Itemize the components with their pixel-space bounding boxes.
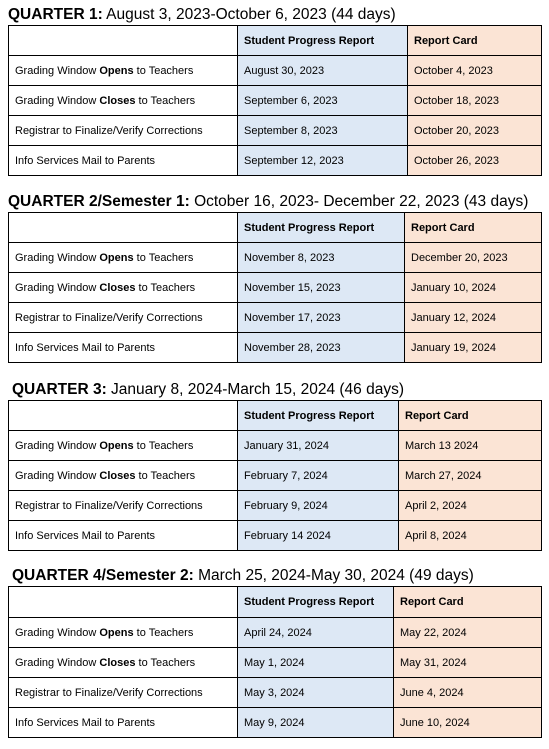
progress-date: November 28, 2023 [238, 333, 405, 363]
report-date: October 26, 2023 [408, 146, 542, 176]
table-row [9, 678, 542, 708]
header-progress-report: Student Progress Report [238, 213, 405, 243]
progress-date: April 24, 2024 [238, 618, 394, 648]
quarter-2-section [8, 192, 542, 363]
table-row [9, 56, 542, 86]
quarter-title-bold: QUARTER 4/Semester 2: [12, 567, 194, 584]
row-label: Registrar to Finalize/Verify Corrections [9, 116, 238, 146]
row-label: Registrar to Finalize/Verify Corrections [9, 491, 238, 521]
report-date: January 12, 2024 [405, 303, 542, 333]
schedule-table [8, 400, 542, 551]
quarter-title-dates: March 25, 2024-May 30, 2024 (49 days) [193, 567, 474, 584]
header-progress-report: Student Progress Report [238, 587, 394, 618]
header-report-card: Report Card [394, 587, 542, 618]
report-date: April 2, 2024 [399, 491, 542, 521]
row-label: Grading Window Opens to Teachers [9, 618, 238, 648]
report-date: January 10, 2024 [405, 273, 542, 303]
row-label: Grading Window Closes to Teachers [9, 273, 238, 303]
table-row [9, 521, 542, 551]
report-date: October 20, 2023 [408, 116, 542, 146]
quarter-title [8, 380, 542, 400]
table-row [9, 116, 542, 146]
report-date: March 13 2024 [399, 431, 542, 461]
report-date: October 18, 2023 [408, 86, 542, 116]
header-progress-report: Student Progress Report [238, 26, 408, 56]
report-date: April 8, 2024 [399, 521, 542, 551]
report-date: May 31, 2024 [394, 648, 542, 678]
row-label: Info Services Mail to Parents [9, 521, 238, 551]
header-progress-report: Student Progress Report [238, 401, 399, 431]
table-row [9, 333, 542, 363]
header-blank-cell [9, 401, 238, 431]
row-label: Grading Window Opens to Teachers [9, 243, 238, 273]
table-row [9, 461, 542, 491]
quarter-3-section [8, 380, 542, 551]
header-blank-cell [9, 587, 238, 618]
row-label: Registrar to Finalize/Verify Corrections [9, 678, 238, 708]
quarter-title-bold: QUARTER 3: [12, 381, 107, 398]
progress-date: August 30, 2023 [238, 56, 408, 86]
quarter-1-section [8, 5, 542, 176]
row-label: Info Services Mail to Parents [9, 146, 238, 176]
row-label: Grading Window Opens to Teachers [9, 431, 238, 461]
report-date: June 4, 2024 [394, 678, 542, 708]
schedule-table [8, 25, 542, 176]
row-label: Info Services Mail to Parents [9, 333, 238, 363]
table-row [9, 431, 542, 461]
progress-date: May 3, 2024 [238, 678, 394, 708]
table-row [9, 708, 542, 738]
quarter-title [8, 192, 542, 212]
row-label: Grading Window Opens to Teachers [9, 56, 238, 86]
progress-date: May 9, 2024 [238, 708, 394, 738]
progress-date: May 1, 2024 [238, 648, 394, 678]
quarter-title [8, 5, 542, 25]
header-blank-cell [9, 26, 238, 56]
progress-date: January 31, 2024 [238, 431, 399, 461]
progress-date: November 8, 2023 [238, 243, 405, 273]
row-label: Registrar to Finalize/Verify Corrections [9, 303, 238, 333]
progress-date: November 15, 2023 [238, 273, 405, 303]
header-report-card: Report Card [405, 213, 542, 243]
quarter-title [8, 566, 542, 586]
progress-date: September 12, 2023 [238, 146, 408, 176]
table-row [9, 273, 542, 303]
row-label: Info Services Mail to Parents [9, 708, 238, 738]
report-date: March 27, 2024 [399, 461, 542, 491]
progress-date: November 17, 2023 [238, 303, 405, 333]
report-date: May 22, 2024 [394, 618, 542, 648]
quarter-title-dates: August 3, 2023-October 6, 2023 (44 days) [102, 6, 396, 23]
report-date: December 20, 2023 [405, 243, 542, 273]
table-header-row [9, 401, 542, 431]
table-row [9, 648, 542, 678]
quarter-title-bold: QUARTER 2/Semester 1: [8, 193, 190, 210]
row-label: Grading Window Closes to Teachers [9, 648, 238, 678]
progress-date: February 9, 2024 [238, 491, 399, 521]
header-report-card: Report Card [399, 401, 542, 431]
table-row [9, 303, 542, 333]
table-header-row [9, 26, 542, 56]
quarter-title-dates: January 8, 2024-March 15, 2024 (46 days) [106, 381, 404, 398]
table-row [9, 86, 542, 116]
header-blank-cell [9, 213, 238, 243]
schedule-table [8, 212, 542, 363]
progress-date: February 14 2024 [238, 521, 399, 551]
report-date: October 4, 2023 [408, 56, 542, 86]
progress-date: September 8, 2023 [238, 116, 408, 146]
quarter-title-dates: October 16, 2023- December 22, 2023 (43 days) [189, 193, 529, 210]
table-row [9, 491, 542, 521]
table-row [9, 146, 542, 176]
report-date: January 19, 2024 [405, 333, 542, 363]
row-label: Grading Window Closes to Teachers [9, 86, 238, 116]
table-header-row [9, 587, 542, 618]
table-row [9, 618, 542, 648]
quarter-title-bold: QUARTER 1: [8, 6, 103, 23]
row-label: Grading Window Closes to Teachers [9, 461, 238, 491]
quarter-4-section [8, 566, 542, 738]
progress-date: February 7, 2024 [238, 461, 399, 491]
report-date: June 10, 2024 [394, 708, 542, 738]
progress-date: September 6, 2023 [238, 86, 408, 116]
table-row [9, 243, 542, 273]
header-report-card: Report Card [408, 26, 542, 56]
table-header-row [9, 213, 542, 243]
schedule-table [8, 586, 542, 738]
